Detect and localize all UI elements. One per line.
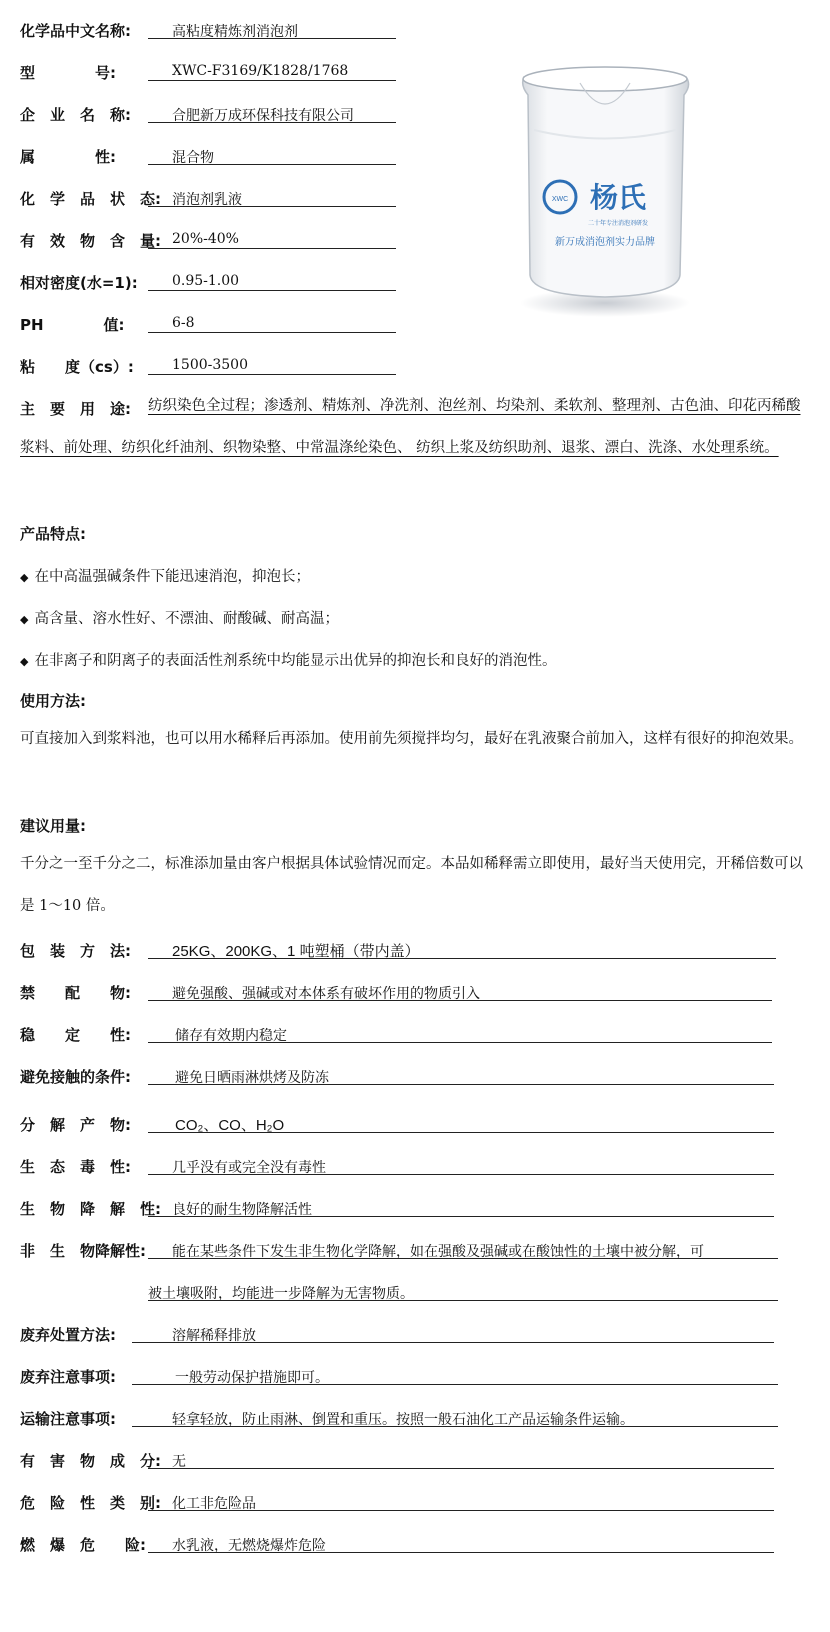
usage-text: 纺织染色全过程；渗透剂、精炼剂、净洗剂、泡丝剂、均染剂、柔软剂、整理剂、古色油、印花丙稀酸浆料、前处理、纺织化纤油剂、织物染整、中常温涤纶染色、 纺织上浆及纺织助剂、退浆、漂白、洗涤、水处理系统。 — [20, 398, 801, 456]
field-label: 运输注意事项: — [20, 1410, 116, 1428]
field-value: 合肥新万成环保科技有限公司 — [172, 108, 354, 124]
field-label: 生 物 降 解 性: — [20, 1200, 161, 1218]
field-value: 一般劳动保护措施即可。 — [175, 1370, 329, 1386]
field-underline — [132, 1384, 778, 1385]
field-label: 生 态 毒 性: — [20, 1158, 131, 1176]
dosage-heading: 建议用量: — [20, 817, 86, 835]
diamond-bullet-icon: ◆ — [20, 571, 29, 584]
field-underline — [148, 1174, 774, 1175]
brand-tagline-small: 二十年专注消泡剂研发 — [587, 220, 649, 227]
field-value: 无 — [172, 1454, 186, 1470]
field-underline — [148, 248, 396, 249]
field-label: 废弃注意事项: — [20, 1368, 116, 1386]
field-label: 危 险 性 类 别: — [20, 1494, 161, 1512]
field-underline — [148, 122, 396, 123]
field-label: 避免接触的条件: — [20, 1068, 131, 1086]
diamond-bullet-icon: ◆ — [20, 655, 29, 668]
field-underline — [148, 1510, 774, 1511]
field-value: 1500-3500 — [172, 357, 248, 373]
field-label: 废弃处置方法: — [20, 1326, 116, 1344]
field-label: 稳 定 性: — [20, 1026, 131, 1044]
field-underline — [148, 332, 396, 333]
method-heading: 使用方法: — [20, 692, 86, 710]
field-value: XWC-F3169/K1828/1768 — [172, 63, 349, 79]
field-underline — [148, 164, 396, 165]
field-underline — [148, 1552, 774, 1553]
beaker-rim — [523, 67, 687, 91]
method-text: 可直接加入到浆料池，也可以用水稀释后再添加。使用前先须搅拌均匀，最好在乳液聚合前加入，这样有很好的抑泡效果。 — [20, 731, 803, 747]
features-heading: 产品特点: — [20, 525, 86, 543]
field-value-continued: 被土壤吸附，均能进一步降解为无害物质。 — [148, 1286, 414, 1302]
field-underline — [148, 1042, 772, 1043]
field-value: 混合物 — [172, 150, 214, 166]
field-label: 相对密度(水=1): — [20, 274, 138, 292]
field-label: 型 号: — [20, 64, 116, 82]
field-underline — [148, 1084, 774, 1085]
field-underline — [148, 1216, 774, 1217]
field-underline — [148, 206, 396, 207]
field-underline — [148, 1258, 778, 1259]
product-beaker-image — [510, 55, 700, 325]
field-label: 企 业 名 称: — [20, 106, 131, 124]
usage-label: 主 要 用 途: — [20, 400, 131, 418]
field-underline — [148, 958, 776, 959]
field-underline — [148, 1000, 772, 1001]
field-label: 有 害 物 成 分: — [20, 1452, 161, 1470]
field-label: 粘 度（cs）: — [20, 358, 134, 376]
field-label: 属 性: — [20, 148, 116, 166]
field-value: 高粘度精炼剂消泡剂 — [172, 24, 298, 40]
field-underline — [148, 1468, 774, 1469]
field-value: 6-8 — [172, 315, 195, 331]
field-underline — [132, 1342, 774, 1343]
field-value: 0.95-1.00 — [172, 273, 240, 289]
dosage-text: 千分之一至千分之二，标准添加量由客户根据具体试验情况而定。本品如稀释需立即使用，最好当天使用完，开稀倍数可以是 1～10 倍。 — [20, 856, 803, 914]
field-underline — [148, 38, 396, 39]
field-label: PH 值: — [20, 316, 125, 334]
field-value: 溶解稀释排放 — [172, 1328, 256, 1344]
feature-item: ◆ 高含量、溶水性好、不漂油、耐酸碱、耐高温； — [20, 611, 339, 627]
field-value: CO₂、CO、H₂O — [175, 1117, 285, 1134]
logo-text: XWC — [551, 196, 569, 203]
field-value: 消泡剂乳液 — [172, 192, 242, 208]
feature-item: ◆ 在中高温强碱条件下能迅速消泡，抑泡长； — [20, 569, 310, 585]
field-value: 储存有效期内稳定 — [175, 1028, 287, 1044]
feature-item: ◆ 在非离子和阴离子的表面活性剂系统中均能显示出优异的抑泡长和良好的消泡性。 — [20, 653, 557, 669]
field-value: 能在某些条件下发生非生物化学降解，如在强酸及强碱或在酸蚀性的土壤中被分解，可 — [172, 1244, 704, 1260]
field-value: 轻拿轻放，防止雨淋、倒置和重压。按照一般石油化工产品运输条件运输。 — [172, 1412, 634, 1428]
field-underline — [148, 1300, 778, 1301]
field-label: 燃 爆 危 险: — [20, 1536, 146, 1554]
field-value: 化工非危险品 — [172, 1496, 256, 1512]
field-label: 非 生 物降解性: — [20, 1242, 146, 1260]
field-underline — [148, 374, 396, 375]
field-label: 包 装 方 法: — [20, 942, 131, 960]
field-underline — [148, 290, 396, 291]
field-label: 禁 配 物: — [20, 984, 131, 1002]
brand-name: 杨氏 — [589, 181, 647, 214]
brand-tagline: 新万成消泡剂实力品牌 — [555, 237, 655, 248]
field-value: 良好的耐生物降解活性 — [172, 1202, 312, 1218]
diamond-bullet-icon: ◆ — [20, 613, 29, 626]
field-underline — [148, 1132, 774, 1133]
field-value: 水乳液，无燃烧爆炸危险 — [172, 1538, 326, 1554]
field-value: 25KG、200KG、1 吨塑桶（带内盖） — [172, 943, 420, 960]
field-label: 化 学 品 状 态: — [20, 190, 161, 208]
field-label: 有 效 物 含 量: — [20, 232, 161, 250]
field-underline — [132, 1426, 778, 1427]
field-value: 几乎没有或完全没有毒性 — [172, 1160, 326, 1176]
field-value: 20%-40% — [172, 231, 239, 247]
field-label: 化学品中文名称: — [20, 22, 131, 40]
field-value: 避免日晒雨淋烘烤及防冻 — [175, 1070, 329, 1086]
field-underline — [148, 80, 396, 81]
field-label: 分 解 产 物: — [20, 1116, 131, 1134]
field-value: 避免强酸、强碱或对本体系有破坏作用的物质引入 — [172, 986, 480, 1002]
